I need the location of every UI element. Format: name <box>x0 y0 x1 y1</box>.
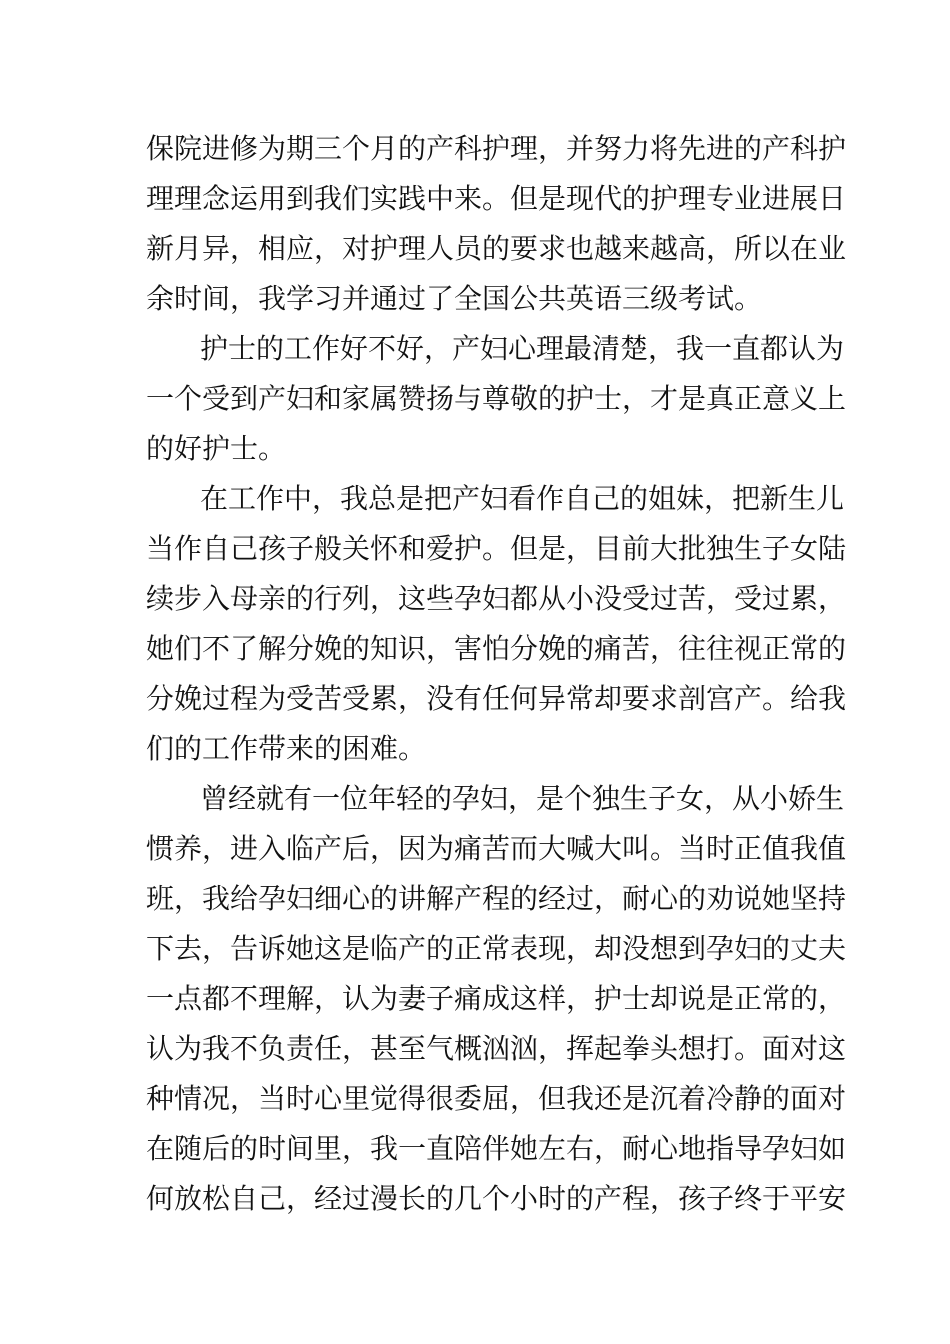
text-line: 保院进修为期三个月的产科护理，并努力将先进的产科护 <box>146 132 847 165</box>
text-line: 班，我给孕妇细心的讲解产程的经过，耐心的劝说她坚持 <box>146 882 847 915</box>
text-line: 新月异，相应，对护理人员的要求也越来越高，所以在业 <box>146 232 847 265</box>
paragraph-first-line: 曾经就有一位年轻的孕妇，是个独生子女，从小娇生 <box>200 782 845 815</box>
text-line: 一点都不理解，认为妻子痛成这样，护士却说是正常的， <box>146 982 847 1015</box>
text-line: 续步入母亲的行列，这些孕妇都从小没受过苦，受过累， <box>146 582 847 615</box>
text-line: 一个受到产妇和家属赞扬与尊敬的护士，才是真正意义上 <box>146 382 847 415</box>
text-line: 她们不了解分娩的知识，害怕分娩的痛苦，往往视正常的 <box>146 632 847 665</box>
text-line: 的好护士。 <box>146 432 287 465</box>
paragraph-first-line: 在工作中，我总是把产妇看作自己的姐妹，把新生儿 <box>200 482 845 515</box>
text-line: 在随后的时间里，我一直陪伴她左右，耐心地指导孕妇如 <box>146 1132 847 1165</box>
paragraph-first-line: 护士的工作好不好，产妇心理最清楚，我一直都认为 <box>200 332 845 365</box>
text-line: 们的工作带来的困难。 <box>146 732 427 765</box>
text-line: 何放松自己，经过漫长的几个小时的产程，孩子终于平安 <box>146 1182 847 1215</box>
text-line: 余时间，我学习并通过了全国公共英语三级考试。 <box>146 282 763 315</box>
text-line: 种情况，当时心里觉得很委屈，但我还是沉着冷静的面对 <box>146 1082 847 1115</box>
text-line: 认为我不负责任，甚至气概汹汹，挥起拳头想打。面对这 <box>146 1032 847 1065</box>
text-line: 分娩过程为受苦受累，没有任何异常却要求剖宫产。给我 <box>146 682 847 715</box>
text-line: 惯养，进入临产后，因为痛苦而大喊大叫。当时正值我值 <box>146 832 847 865</box>
text-line: 下去，告诉她这是临产的正常表现，却没想到孕妇的丈夫 <box>146 932 847 965</box>
text-line: 当作自己孩子般关怀和爱护。但是，目前大批独生子女陆 <box>146 532 847 565</box>
text-line: 理理念运用到我们实践中来。但是现代的护理专业进展日 <box>146 182 847 215</box>
